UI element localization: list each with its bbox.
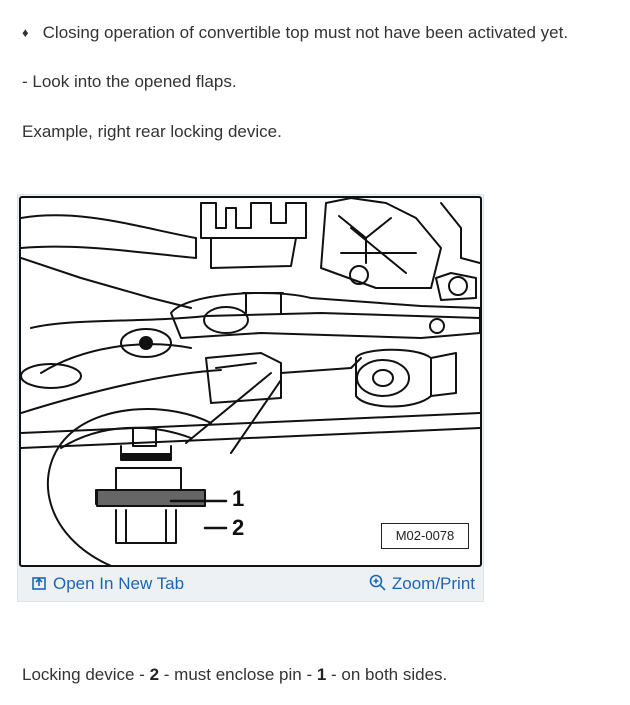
caption-part-c: - on both sides.	[326, 665, 448, 684]
instruction-condition	[22, 22, 568, 44]
zoom-print-label: Zoom/Print	[391, 574, 475, 593]
figure-illustration	[19, 196, 482, 567]
magnifier-plus-icon	[369, 574, 386, 591]
caption-part-b: - must enclose pin -	[159, 665, 317, 684]
caption-part-a: Locking device -	[22, 665, 150, 684]
open-in-new-tab-label: Open In New Tab	[53, 574, 185, 593]
locking-device-drawing	[21, 198, 480, 565]
figure-container	[17, 194, 484, 602]
example-label: Example, right rear locking device.	[22, 122, 282, 141]
diamond-bullet-icon: ♦	[22, 25, 29, 40]
instruction-step: - Look into the opened flaps.	[22, 72, 237, 91]
callout-pin: 1	[232, 486, 245, 511]
open-in-new-tab-link[interactable]	[32, 574, 184, 594]
figure-caption	[22, 664, 447, 686]
open-new-tab-icon	[32, 576, 47, 591]
callout-locking-device: 2	[232, 515, 245, 540]
caption-ref-pin: 1	[316, 665, 327, 684]
zoom-print-link[interactable]	[369, 574, 475, 594]
caption-ref-locking-device: 2	[149, 665, 160, 684]
figure-code: M02-0078	[381, 523, 469, 549]
condition-text: Closing operation of convertible top must not have been activated yet.	[42, 23, 569, 42]
figure-toolbar	[18, 569, 483, 599]
